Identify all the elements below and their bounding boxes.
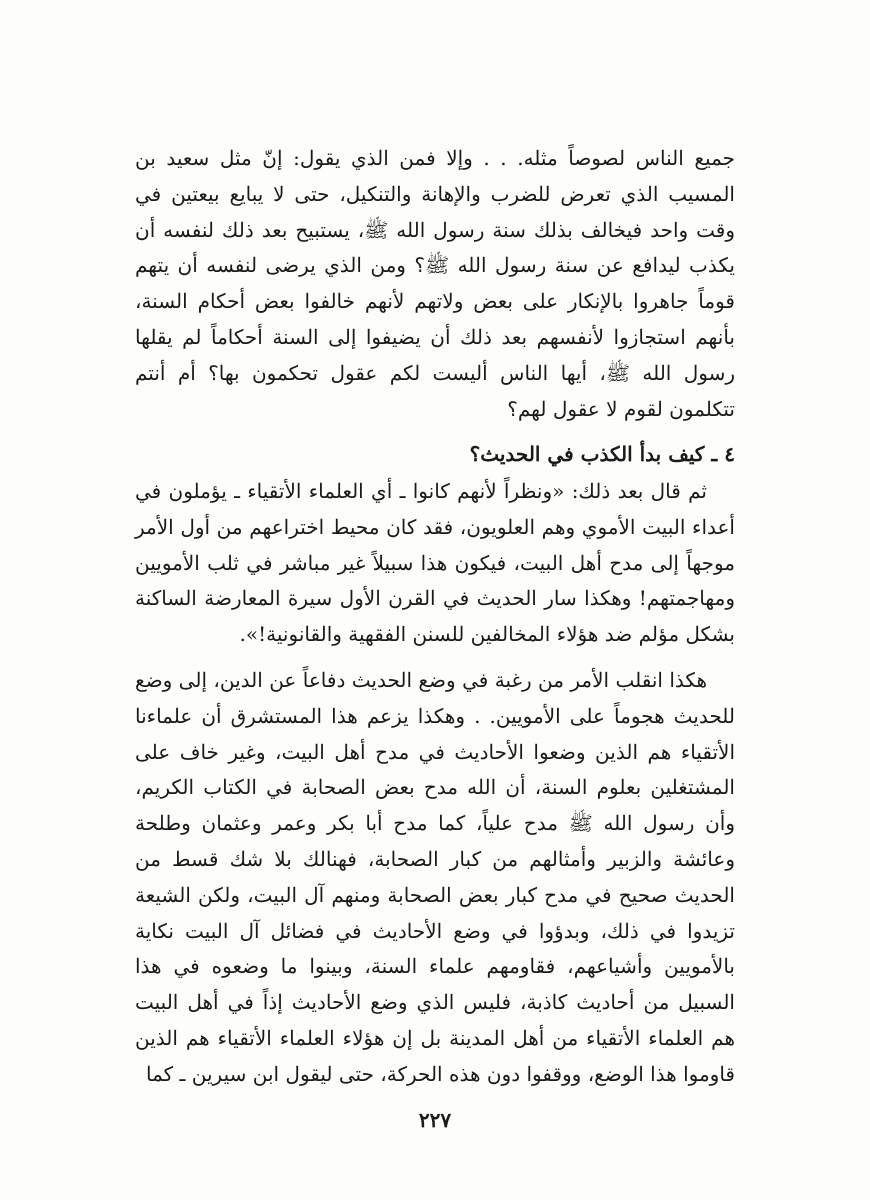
intro-paragraph: جميع الناس لصوصاً مثله. . . وإلا فمن الذي يقول: إنّ مثل سعيد بن المسيب الذي تعرض للضرب والإهانة والتنكيل، حتى لا يبايع بيعتين في وقت واحد فيخالف بذلك سنة رسول الله ﷺ، يستبيح بعد ذلك لنفسه أن يكذب ليدافع عن سنة رسول الله ﷺ؟ ومن الذي يرضى لنفسه أن يتهم قوماً جاهروا بالإنكار على بعض ولاتهم لأنهم خالفوا بعض أحكام السنة، بأنهم استجازوا لأنفسهم بعد ذلك أن يضيفوا إلى السنة أحكاماً لم يقلها رسول الله ﷺ، أيها الناس أليست لكم عقول تحكمون بها؟ أم أنتم تتكلمون لقوم لا عقول لهم؟ <box>135 146 735 421</box>
body-paragraph: هكذا انقلب الأمر من رغبة في وضع الحديث دفاعاً عن الدين، إلى وضع للحديث هجوماً على الأمويين. . وهكذا يزعم هذا المستشرق أن علماءنا الأتقياء هم الذين وضعوا الأحاديث في مدح أهل البيت، وغير خاف على المشتغلين بعلوم السنة، أن الله مدح بعض الصحابة في الكتاب الكريم، وأن رسول الله ﷺ مدح علياً، كما مدح أبا بكر وعمر وعثمان وطلحة وعائشة والزبير وأمثالهم من كبار الصحابة، فهنالك بلا شك قسط من الحديث صحيح في مدح كبار بعض الصحابة ومنهم آل البيت، ولكن الشيعة تزيدوا في ذلك، وبدؤوا في وضع الأحاديث في فضائل آل البيت نكاية بالأمويين وأشياعهم، فقاومهم علماء السنة، وبينوا ما وضعوه في هذا السبيل من أحاديث كاذبة، فليس الذي وضع الأحاديث إذاً في أهل البيت هم العلماء الأتقياء من أهل المدينة بل إن هؤلاء العلماء الأتقياء هم الذين قاوموا هذا الوضع، ووقفوا دون هذه الحركة، حتى ليقول ابن سيرين ـ كما <box>135 668 735 1086</box>
quote-paragraph: ثم قال بعد ذلك: «ونظراً لأنهم كانوا ـ أي العلماء الأتقياء ـ يؤملون في أعداء البيت الأموي وهم العلويون، فقد كان محيط اختراعهم من أول الأمر موجهاً إلى مدح أهل البيت، فيكون هذا سبيلاً غير مباشر في ثلب الأمويين ومهاجمتهم! وهكذا سار الحديث في القرن الأول سيرة المعارضة الساكنة بشكل مؤلم ضد هؤلاء المخالفين للسنن الفقهية والقانونية!». <box>135 479 735 647</box>
section-heading: ٤ ـ كيف بدأ الكذب في الحديث؟ <box>469 442 735 466</box>
page-number: ٢٢٧ <box>418 1108 452 1132</box>
